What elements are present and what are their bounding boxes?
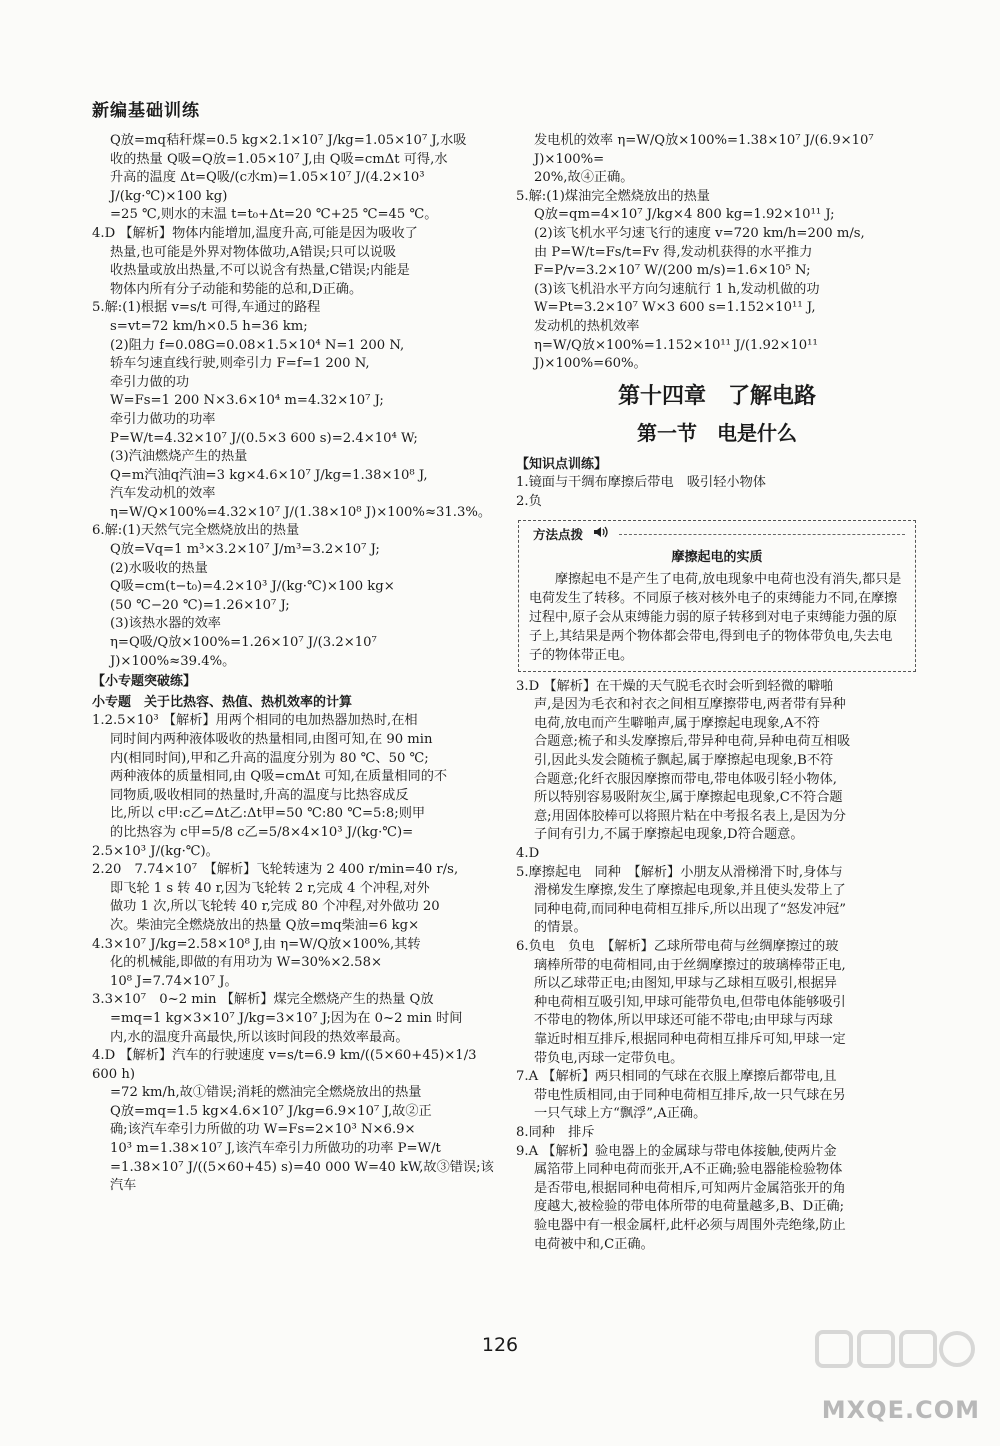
text-line: 璃棒所带的电荷相同,由于丝绸摩擦过的玻璃棒带正电,	[534, 957, 846, 973]
text-line: 即飞轮 1 s 转 40 r,因为飞轮转 2 r,完成 4 个冲程,对外	[110, 880, 430, 896]
text-line: η=W/Q×100%=4.32×10⁷ J/(1.38×10⁸ J)×100%≈31.3%。	[110, 504, 492, 520]
text-line: 子间有引力,不属于摩擦起电现象,D符合题意。	[534, 827, 804, 843]
answers-list	[516, 678, 918, 1254]
speaker-icon	[593, 525, 609, 546]
text-line: s=vt=72 km/h×0.5 h=36 km;	[110, 318, 308, 334]
text-line: 10⁸ J=7.74×10⁷ J。	[110, 973, 238, 989]
text-line: 合题意;化纤衣服因摩擦而带电,带电体吸引轻小物体,	[534, 771, 837, 787]
left-column	[92, 132, 494, 1196]
text-line: Q=m汽油q汽油=3 kg×4.6×10⁷ J/kg=1.38×10⁸ J,	[110, 467, 428, 483]
text-line: 化的机械能,即做的有用功为 W=30%×2.58×	[110, 955, 383, 971]
text-line: =mq=1 kg×3×10⁷ J/kg=3×10⁷ J;因为在 0~2 min 时间	[110, 1010, 463, 1026]
text-line: 收的热量 Q吸=Q放=1.05×10⁷ J,由 Q吸=cmΔt 可得,水	[110, 151, 448, 167]
text-line: 轿车匀速直线行驶,则牵引力 F=f=1 200 N,	[110, 356, 370, 372]
text-line: 4.D 【解析】汽车的行驶速度 v=s/t=6.9 km/((5×60+45)×1/3 600 h)	[92, 1048, 477, 1082]
book-title: 新编基础训练	[92, 101, 200, 121]
text-line: 同时间内两种液体吸收的热量相同,由图可知,在 90 min	[110, 732, 433, 747]
text-line: W=Pt=3.2×10⁷ W×3 600 s=1.152×10¹¹ J,	[534, 300, 816, 316]
text-line: 的情景。	[534, 920, 587, 936]
text-line: 确;该汽车牵引力所做的功 W=Fs=2×10³ N×6.9×	[110, 1122, 416, 1138]
text-line: 5.摩擦起电 同种 【解析】小朋友从滑梯滑下时,身体与	[516, 864, 843, 880]
text-line: 8.同种 排斥	[516, 1124, 595, 1140]
text-line: η=W/Q放×100%=1.152×10¹¹ J/(1.92×10¹¹ J)×100%=60%。	[534, 337, 818, 372]
text-line: 合题意;梳子和头发摩擦后,带异种电荷,异种电荷互相吸	[534, 734, 851, 750]
text-line: 一只气球上方“飘浮”,A正确。	[534, 1106, 707, 1122]
text-line: 4.D 【解析】物体内能增加,温度升高,可能是因为吸收了	[92, 225, 418, 241]
text-line: 引,因此头发会随梳子飘起,属于摩擦起电现象,B不符	[534, 753, 834, 769]
practice-answers	[516, 474, 918, 511]
right-column	[516, 132, 918, 1254]
text-line: 4.D	[516, 846, 540, 862]
text-line: (2)阻力 f=0.08G=0.08×1.5×10⁴ N=1 200 N,	[110, 337, 405, 353]
text-line: 度越大,被检验的带电体所带的电荷量越多,B、D正确;	[534, 1199, 845, 1215]
section-title: 第一节 电是什么	[637, 420, 797, 445]
text-line: 3.D 【解析】在干燥的天气脱毛衣时会听到轻微的噼啪	[516, 678, 834, 694]
text-line: 物体内所有分子动能和势能的总和,D正确。	[110, 281, 363, 297]
text-line: (3)该热水器的效率	[110, 616, 221, 632]
text-line: 2.20 7.74×10⁷ 【解析】飞轮转速为 2 400 r/min=40 r/s,	[92, 862, 459, 878]
text-line: 2.负	[516, 493, 542, 509]
text-line: P=W/t=4.32×10⁷ J/(0.5×3 600 s)=2.4×10⁴ W;	[110, 430, 418, 446]
text-line: η=Q吸/Q放×100%=1.26×10⁷ J/(3.2×10⁷ J)×100%≈39.4%。	[110, 635, 377, 669]
text-line: 2.5×10³ J/(kg·℃)。	[92, 843, 219, 859]
chapter-title: 第十四章 了解电路	[617, 383, 816, 409]
text-line: 升高的温度 Δt=Q吸/(c水m)=1.05×10⁷ J/(4.2×10³ J/(kg·℃)×100 kg)	[110, 170, 425, 204]
text-line: Q放=mq秸秆煤=0.5 kg×2.1×10⁷ J/kg=1.05×10⁷ J,水吸	[110, 133, 467, 148]
text-line: 5.解:(1)根据 v=s/t 可得,车通过的路程	[92, 300, 321, 316]
text-line: 电荷,放电而产生噼啪声,属于摩擦起电现象,A不符	[534, 715, 820, 731]
text-line: Q吸=cm(t−t₀)=4.2×10³ J/(kg·℃)×100 kg×	[110, 579, 395, 595]
tip-title: 摩擦起电的实质	[671, 550, 763, 566]
text-line: 牵引力做功的功率	[110, 411, 216, 427]
text-line: 声,是因为毛衣和衬衣之间相互摩擦带电,两者带有异种	[534, 697, 846, 713]
text-line: 牵引力做的功	[110, 374, 190, 390]
text-line: 验电器中有一根金属杆,此杆必须与周围外壳绝缘,防止	[534, 1217, 846, 1233]
text-line: 5.解:(1)煤油完全燃烧放出的热量	[516, 188, 710, 204]
text-line: 1.2.5×10³ 【解析】用两个相同的电加热器加热时,在相	[92, 713, 418, 729]
text-line: 20%,故④正确。	[534, 170, 634, 186]
text-line: 小专题 关于比热容、热值、热机效率的计算	[92, 694, 353, 710]
text-line: 1.镜面与干绸布摩擦后带电 吸引轻小物体	[516, 475, 766, 491]
text-line: F=P/v=3.2×10⁷ W/(200 m/s)=1.6×10⁵ N;	[534, 263, 811, 279]
text-line: =1.38×10⁷ J/((5×60+45) s)=40 000 W=40 kW,故③错误;该汽车	[110, 1159, 494, 1194]
text-line: 是否带电,根据同种电荷相斥,可知两片金属箔张开的角	[534, 1180, 846, 1196]
text-line: Q放=mq=1.5 kg×4.6×10⁷ J/kg=6.9×10⁷ J,故②正	[110, 1103, 432, 1119]
text-line: 带电性质相同,由于同种电荷相互排斥,故一只气球在另	[534, 1087, 846, 1103]
text-line: (3)该飞机沿水平方向匀速航行 1 h,发动机做的功	[534, 281, 820, 297]
text-line: 由 P=W/t=Fs/t=Fv 得,发动机获得的水平推力	[534, 244, 813, 260]
text-line: Q放=qm=4×10⁷ J/kg×4 800 kg=1.92×10¹¹ J;	[534, 207, 835, 223]
text-line: 内,水的温度升高最快,所以该时间段的热效率最高。	[110, 1029, 409, 1045]
text-line: 4.3×10⁷ J/kg=2.58×10⁸ J,由 η=W/Q放×100%,其转	[92, 936, 421, 952]
text-line: 两种液体的质量相同,由 Q吸=cmΔt 可知,在质量相同的不	[110, 769, 448, 785]
text-line: 内(相同时间),甲和乙升高的温度分别为 80 ℃、50 ℃;	[110, 750, 429, 766]
page-number: 126	[481, 1334, 519, 1356]
text-line: 次。柴油完全燃烧放出的热量 Q放=mq柴油=6 kg×	[110, 917, 420, 933]
text-line: (2)该飞机水平匀速飞行的速度 v=720 km/h=200 m/s,	[534, 225, 865, 241]
text-line: =25 ℃,则水的末温 t=t₀+Δt=20 ℃+25 ℃=45 ℃。	[110, 207, 438, 223]
text-line: 意;用固体胶棒可以将照片粘在中考报名表上,是因为分	[534, 808, 846, 824]
text-line: 10³ m=1.38×10⁷ J,该汽车牵引力所做功的功率 P=W/t	[110, 1141, 441, 1157]
text-line: (3)汽油燃烧产生的热量	[110, 449, 248, 465]
text-line: 3.3×10⁷ 0~2 min 【解析】煤完全燃烧产生的热量 Q放	[92, 992, 434, 1008]
text-line: 汽车发动机的效率	[110, 486, 216, 502]
text-line: 同种电荷,而同种电荷相互排斥,所以出现了“怒发冲冠”	[534, 901, 846, 917]
text-line: 发电机的效率 η=W/Q放×100%=1.38×10⁷ J/(6.9×10⁷ J)×100%=	[534, 133, 874, 167]
text-line: 收热量或放出热量,不可以说含有热量,C错误;内能是	[110, 263, 410, 279]
answers-continued	[516, 132, 918, 374]
text-line: 靠近时相互排斥,根据同种电荷相互排斥可知,甲球一定	[534, 1031, 846, 1047]
text-line: 比,所以 c甲:c乙=Δt乙:Δt甲=50 ℃:80 ℃=5:8;则甲	[110, 806, 426, 822]
text-line: Q放=Vq=1 m³×3.2×10⁷ J/m³=3.2×10⁷ J;	[110, 542, 380, 558]
text-line: 6.解:(1)天然气完全燃烧放出的热量	[92, 523, 300, 539]
text-line: 【小专题突破练】	[92, 674, 197, 690]
text-line: 6.负电 负电 【解析】乙球所带电荷与丝绸摩擦过的玻	[516, 939, 839, 954]
text-line: 带负电,丙球一定带负电。	[534, 1050, 684, 1066]
text-line: 所以特别容易吸附灰尘,属于摩擦起电现象,C不符合题	[534, 790, 843, 806]
text-line: 滑梯发生摩擦,发生了摩擦起电现象,并且使头发带上了	[534, 883, 846, 899]
text-line: (50 ℃−20 ℃)=1.26×10⁷ J;	[110, 597, 290, 613]
text-line: 热量,也可能是外界对物体做功,A错误;只可以说吸	[110, 244, 397, 260]
text-line: W=Fs=1 200 N×3.6×10⁴ m=4.32×10⁷ J;	[110, 393, 384, 409]
tip-tag: 方法点拨	[529, 526, 587, 545]
text-line: 所以乙球带正电;由图知,甲球与乙球相互吸引,根据异	[534, 976, 837, 992]
text-line: =72 km/h,故①错误;消耗的燃油完全燃烧放出的热量	[110, 1085, 422, 1101]
text-line: 发动机的热机效率	[534, 318, 640, 334]
text-line: 做功 1 次,所以飞轮转 40 r,完成 80 个冲程,对外做功 20	[110, 899, 440, 915]
text-line: 9.A 【解析】验电器上的金属球与带电体接触,使两片金	[516, 1143, 837, 1159]
watermark-text: MXQE.COM	[821, 1396, 980, 1424]
practice-label: 【知识点训练】	[516, 456, 608, 472]
tip-body: 摩擦起电不是产生了电荷,放电现象中电荷也没有消失,都只是电荷发生了转移。不同原子核对核外电子的束缚能力不同,在摩擦过程中,原子会从束缚能力弱的原子转移到对电子束缚能力强的原子上,其结果是两个物体都会带电,得到电子的物体带负电,失去电子的物体带正电。	[529, 571, 902, 663]
text-line: 同物质,吸收相同的热量时,升高的温度与比热容成反	[110, 787, 409, 803]
text-line: (2)水吸收的热量	[110, 560, 208, 576]
text-line: 不带电的物体,所以甲球还可能不带电;由甲球与丙球	[534, 1013, 833, 1029]
text-line: 种电荷相互吸引知,甲球可能带负电,但带电体能够吸引	[534, 994, 846, 1010]
text-line: 的比热容为 c甲=5/8 c乙=5/8×4×10³ J/(kg·℃)=	[110, 824, 414, 840]
method-tip-box	[518, 520, 916, 672]
text-line: 电荷被中和,C正确。	[534, 1236, 654, 1252]
text-line: 7.A 【解析】两只相同的气球在衣服上摩擦后都带电,且	[516, 1069, 837, 1085]
text-line: 属箔带上同种电荷而张开,A不正确;验电器能检验物体	[534, 1162, 843, 1178]
